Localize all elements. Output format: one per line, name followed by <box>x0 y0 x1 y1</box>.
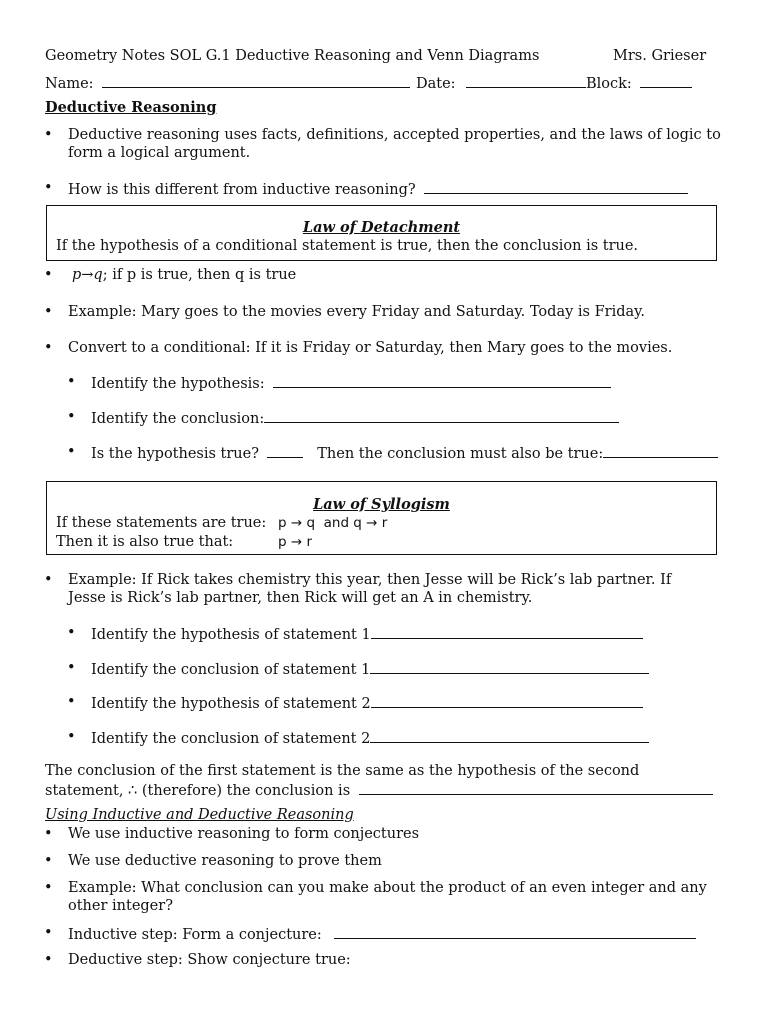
worksheet-title: Geometry Notes SOL G.1 Deductive Reasoning and Venn Diagrams <box>45 48 540 64</box>
syllogism-row2-label: Then it is also true that: <box>56 534 234 550</box>
q-true-text: Is the hypothesis true? <box>91 446 260 462</box>
p-implies-q: p→q <box>72 267 103 283</box>
q-true-then-text: Then the conclusion must also be true: <box>317 446 604 462</box>
date-row <box>416 73 586 93</box>
using-b2: • We use deductive reasoning to prove them <box>68 852 382 870</box>
hypothesis-blank[interactable] <box>273 373 611 388</box>
name-label: Name: <box>45 76 94 92</box>
q2-blank[interactable] <box>370 659 649 674</box>
name-blank[interactable] <box>102 73 410 88</box>
name-row <box>45 73 410 93</box>
using-b3: • Example: What conclusion can you make about the product of an even integer and any other integer? <box>68 879 728 915</box>
using-b5: • Deductive step: Show conjecture true: <box>68 951 351 969</box>
q1-blank[interactable] <box>371 624 643 639</box>
detachment-rule: If the hypothesis of a conditional statement is true, then the conclusion is true. <box>56 238 639 254</box>
block-row <box>586 73 692 93</box>
syllogism-conclusion-line1: The conclusion of the first statement is the same as the hypothesis of the second <box>45 763 640 779</box>
q1-text: Identify the hypothesis of statement 1 <box>91 627 371 643</box>
syllogism-conclusion-line2 <box>45 780 713 800</box>
deductive-heading: Deductive Reasoning <box>45 99 217 116</box>
detachment-q-true <box>91 443 718 463</box>
teacher-name: Mrs. Grieser <box>613 48 707 64</box>
q3-blank[interactable] <box>371 693 643 708</box>
date-label: Date: <box>416 76 456 92</box>
q-hypothesis-text: Identify the hypothesis: <box>91 376 265 392</box>
syllogism-q4 <box>91 728 649 748</box>
hypothesis-true-blank[interactable] <box>267 443 303 458</box>
conclusion-line2-text: statement, ∴ (therefore) the conclusion is <box>45 783 351 799</box>
using-b4 <box>68 924 696 944</box>
syllogism-title: Law of Syllogism <box>313 496 450 513</box>
inductive-difference-blank[interactable] <box>424 179 688 194</box>
block-blank[interactable] <box>640 73 692 88</box>
q4-text: Identify the conclusion of statement 2 <box>91 731 371 747</box>
inductive-difference-question <box>68 179 688 199</box>
detachment-symbolic-text: ; if p is true, then q is true <box>102 267 297 283</box>
date-blank[interactable] <box>466 73 586 88</box>
syllogism-q1 <box>91 624 643 644</box>
conjecture-blank[interactable] <box>334 924 696 939</box>
therefore-blank[interactable] <box>359 780 713 795</box>
conclusion-true-blank[interactable] <box>603 443 718 458</box>
syllogism-row1-label: If these statements are true: <box>56 515 267 531</box>
b4-text: Inductive step: Form a conjecture: <box>68 927 322 943</box>
detachment-symbolic <box>68 266 296 284</box>
detachment-example: • Example: Mary goes to the movies every Friday and Saturday. Today is Friday. <box>68 303 645 321</box>
using-heading: Using Inductive and Deductive Reasoning <box>45 807 354 823</box>
detachment-q-conclusion <box>91 408 619 428</box>
detachment-convert: • Convert to a conditional: If it is Friday or Saturday, then Mary goes to the movies. <box>68 339 672 357</box>
q3-text: Identify the hypothesis of statement 2 <box>91 696 371 712</box>
detachment-title: Law of Detachment <box>302 219 461 236</box>
q4-blank[interactable] <box>370 728 649 743</box>
q2-text: Identify the conclusion of statement 1 <box>91 662 371 678</box>
syllogism-q3 <box>91 693 643 713</box>
q-conclusion-text: Identify the conclusion: <box>91 411 265 427</box>
using-b1: • We use inductive reasoning to form conjectures <box>68 825 419 843</box>
syllogism-q2 <box>91 659 649 679</box>
conclusion-blank[interactable] <box>264 408 619 423</box>
inductive-difference-text: How is this different from inductive reasoning? <box>68 182 416 198</box>
syllogism-example: • Example: If Rick takes chemistry this year, then Jesse will be Rick’s lab partner. If Jesse is Rick’s lab partner, then Rick will get an A in chemistry. <box>68 571 698 607</box>
deductive-definition: • Deductive reasoning uses facts, definitions, accepted properties, and the laws of logic to form a logical argument. <box>68 126 728 162</box>
syllogism-row2-value: p → r <box>278 534 313 550</box>
syllogism-row1-value: p → q and q → r <box>278 515 388 531</box>
detachment-q-hypothesis <box>91 373 611 393</box>
block-label: Block: <box>586 76 632 92</box>
